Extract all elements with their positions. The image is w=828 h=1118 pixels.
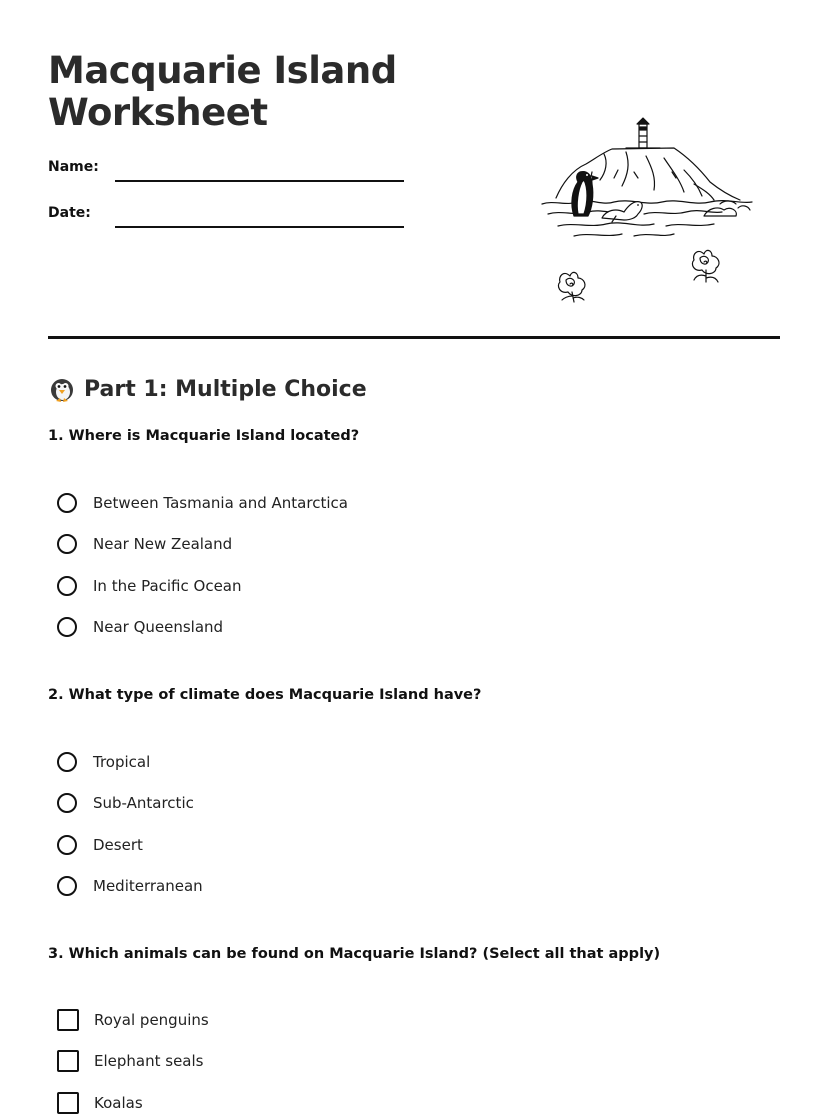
radio-button[interactable]: [57, 617, 77, 637]
checkbox[interactable]: [57, 1092, 79, 1114]
penguin-icon: [48, 375, 76, 403]
date-write-line[interactable]: [115, 226, 404, 228]
radio-button[interactable]: [57, 876, 77, 896]
q1-option-3[interactable]: [57, 573, 242, 599]
q1-option-1[interactable]: [57, 490, 348, 516]
checkbox[interactable]: [57, 1050, 79, 1072]
lighthouse-icon: [626, 118, 660, 148]
flower-left-icon: [558, 272, 585, 302]
radio-button[interactable]: [57, 576, 77, 596]
q2-option-2[interactable]: [57, 790, 194, 816]
penguin-figure: [572, 172, 598, 216]
option-label: Desert: [93, 836, 143, 854]
section-divider: [48, 336, 780, 339]
rocks: [704, 201, 750, 216]
option-label: Near Queensland: [93, 618, 224, 636]
q3-option-2[interactable]: [57, 1048, 203, 1074]
q2-option-4[interactable]: [57, 873, 203, 899]
q2-option-3[interactable]: [57, 832, 143, 858]
radio-button[interactable]: [57, 835, 77, 855]
q3-option-1[interactable]: [57, 1007, 209, 1033]
flower-right-icon: [692, 250, 719, 282]
seal-figure: [602, 202, 642, 222]
option-label: Sub-Antarctic: [93, 794, 194, 812]
q3-option-3[interactable]: [57, 1090, 143, 1116]
option-label: Elephant seals: [94, 1052, 204, 1070]
question-2: 2. What type of climate does Macquarie Island have?: [48, 687, 482, 703]
radio-button[interactable]: [57, 534, 77, 554]
option-label: Between Tasmania and Antarctica: [93, 494, 348, 512]
option-label: In the Pacific Ocean: [93, 577, 242, 595]
option-label: Mediterranean: [93, 877, 203, 895]
option-label: Tropical: [93, 753, 151, 771]
radio-button[interactable]: [57, 752, 77, 772]
q1-option-2[interactable]: [57, 531, 232, 557]
q1-option-4[interactable]: [57, 614, 223, 640]
title-line-2: Worksheet: [48, 91, 268, 134]
island-illustration: [534, 112, 760, 308]
name-label: Name:: [48, 159, 99, 175]
worksheet-title: [48, 50, 397, 134]
date-label: Date:: [48, 205, 91, 221]
name-write-line[interactable]: [115, 180, 404, 182]
part1-heading: [48, 373, 367, 405]
option-label: Near New Zealand: [93, 535, 233, 553]
option-label: Royal penguins: [94, 1011, 209, 1029]
title-line-1: Macquarie Island: [48, 49, 397, 92]
question-3: 3. Which animals can be found on Macquarie Island? (Select all that apply): [48, 946, 661, 962]
part1-heading-text: Part 1: Multiple Choice: [84, 376, 367, 402]
checkbox[interactable]: [57, 1009, 79, 1031]
radio-button[interactable]: [57, 493, 77, 513]
option-label: Koalas: [94, 1094, 143, 1112]
radio-button[interactable]: [57, 793, 77, 813]
question-1: 1. Where is Macquarie Island located?: [48, 428, 360, 444]
q2-option-1[interactable]: [57, 749, 150, 775]
